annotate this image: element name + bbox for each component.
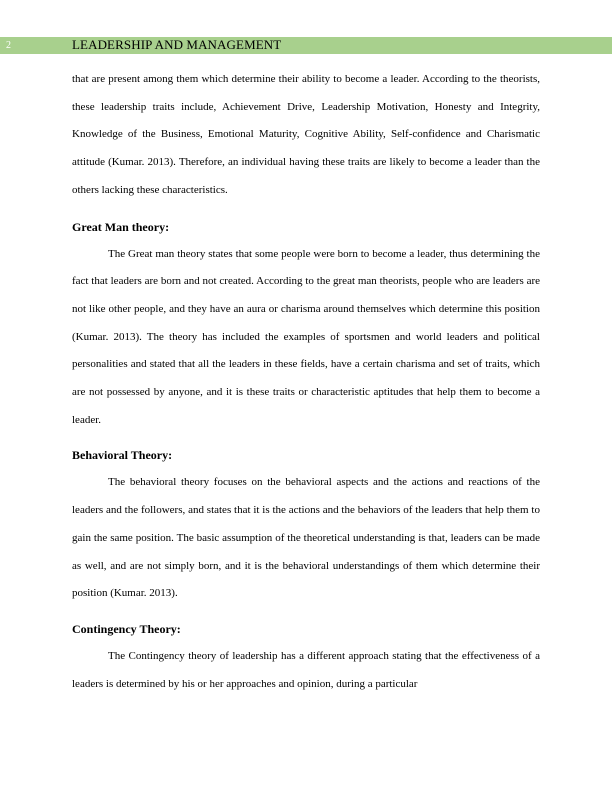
section-contingency-theory — [72, 621, 540, 698]
section-heading: Great Man theory: — [72, 219, 170, 234]
section-paragraph: The Great man theory states that some people were born to become a leader, thus determining the fact that leaders are born and not created. According to the great man theorists, people who are leaders are not like other people, and they have an aura or charisma around themselves which determine this position (Kumar. 2013). The theory has included the examples of sportsmen and world leaders and political personalities and stated that all the leaders in these fields, have a certain charisma and set of traits, which are not possessed by anyone, and it is these traits or characteristic aptitudes that help them to become a leader. — [72, 247, 540, 426]
document-body — [72, 66, 540, 698]
section-paragraph: The behavioral theory focuses on the behavioral aspects and the actions and reactions of the leaders and the followers, and states that it is the actions and the behaviors of the leaders that help them to gain the same position. The basic assumption of the theoretical understanding is that, leaders can be made as well, and are not simply born, and it is the behavioral understandings of them which determine their position (Kumar. 2013). — [72, 476, 540, 600]
section-behavioral-theory — [72, 447, 540, 608]
running-head: LEADERSHIP AND MANAGEMENT — [72, 37, 282, 52]
section-great-man-theory — [72, 219, 540, 435]
section-heading: Contingency Theory: — [72, 621, 181, 636]
header-bar — [0, 37, 612, 54]
page-number: 2 — [6, 40, 11, 51]
intro-paragraph: that are present among them which determine their ability to become a leader. According to the theorists, these leadership traits include, Achievement Drive, Leadership Motivation, Honesty and Integrity, Knowledge of the Business, Emotional Maturity, Cognitive Ability, Self-confidence and Charismatic attitude (Kumar. 2013). Therefore, an individual having these traits are likely to become a leader than the others lacking these characteristics. — [72, 73, 540, 196]
section-heading: Behavioral Theory: — [72, 448, 173, 463]
section-paragraph: The Contingency theory of leadership has a different approach stating that the effectiveness of a leaders is determined by his or her approaches and opinion, during a particular — [72, 649, 540, 690]
